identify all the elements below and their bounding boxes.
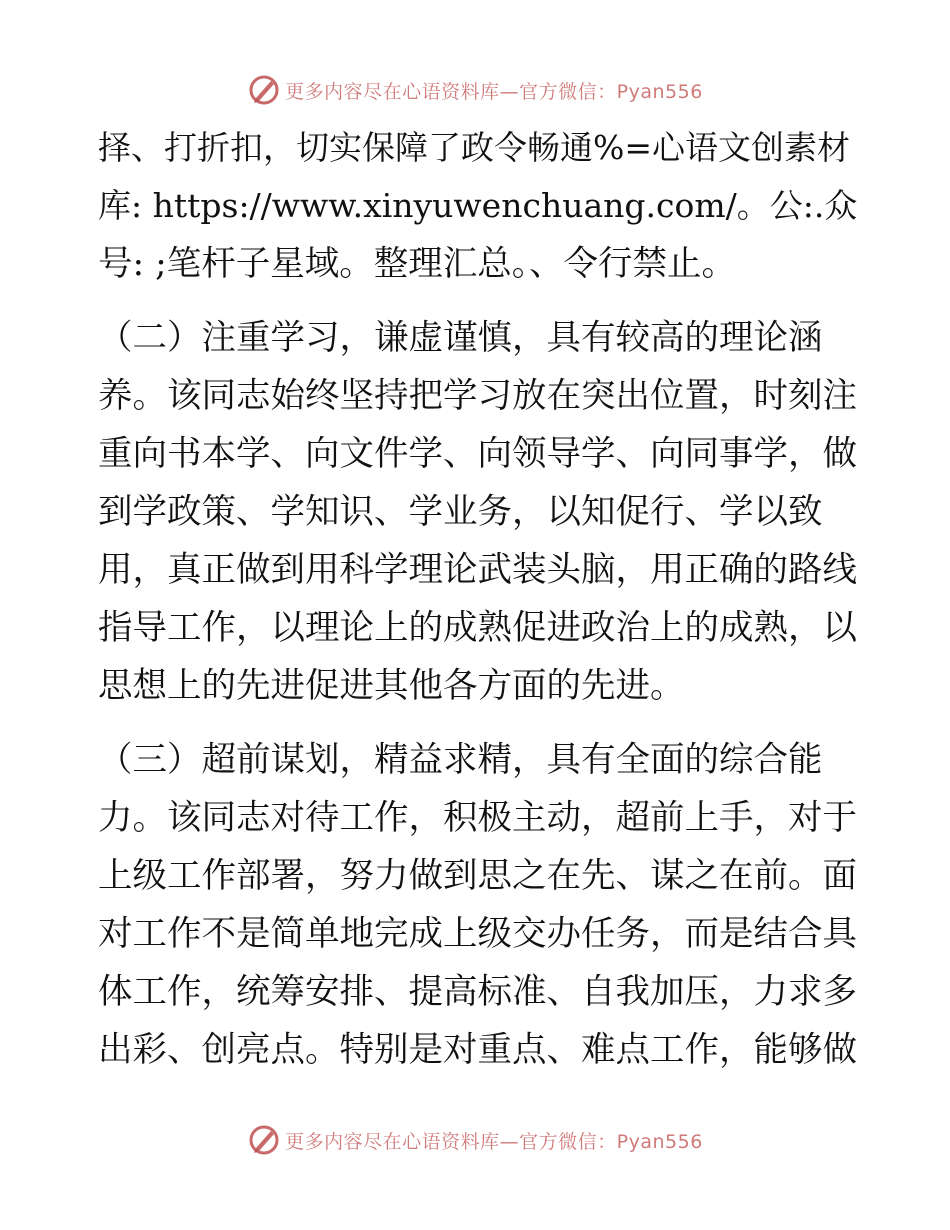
text-line: 号: ;笔杆子星域。整理汇总。、令行禁止。 xyxy=(98,244,736,284)
text-line: 用，真正做到用科学理论武装头脑，用正确的路线 xyxy=(98,550,857,590)
text-line: 到学政策、学知识、学业务，以知促行、学以致 xyxy=(98,492,823,532)
section-heading-2: （二）注重学习，谦虚谨慎，具有较高的理论涵 xyxy=(98,318,823,358)
text-line: 对工作不是简单地完成上级交办任务，而是结合具 xyxy=(98,914,857,954)
text-line: 思想上的先进促进其他各方面的先进。 xyxy=(98,666,685,706)
text-line: 择、打折扣，切实保障了政令畅通%=心语文创素材 xyxy=(98,128,851,167)
text-line: 力。该同志对待工作，积极主动，超前上手，对于 xyxy=(98,798,857,838)
text-line: 指导工作，以理论上的成熟促进政治上的成熟，以 xyxy=(98,608,857,648)
text-line: 重向书本学、向文件学、向领导学、向同事学，做 xyxy=(98,434,857,474)
pen-logo-icon xyxy=(247,1123,281,1157)
section-heading-3: （三）超前谋划，精益求精，具有全面的综合能 xyxy=(98,740,823,780)
text-line: 出彩、创亮点。特别是对重点、难点工作，能够做 xyxy=(98,1030,857,1070)
text-line: 上级工作部署，努力做到思之在先、谋之在前。面 xyxy=(98,856,857,896)
watermark-text: 更多内容尽在心语资料库—官方微信：Pyan556 xyxy=(285,80,703,103)
text-line: 库: https://www.xinyuwenchuang.com/。公:.众 xyxy=(98,186,858,225)
footer-watermark xyxy=(0,1120,950,1160)
pen-logo-icon xyxy=(247,73,281,107)
header-watermark xyxy=(0,70,950,110)
watermark-text: 更多内容尽在心语资料库—官方微信：Pyan556 xyxy=(285,1130,703,1153)
text-line: 体工作，统筹安排、提高标准、自我加压，力求多 xyxy=(98,972,857,1012)
text-line: 养。该同志始终坚持把学习放在突出位置，时刻注 xyxy=(98,376,857,416)
